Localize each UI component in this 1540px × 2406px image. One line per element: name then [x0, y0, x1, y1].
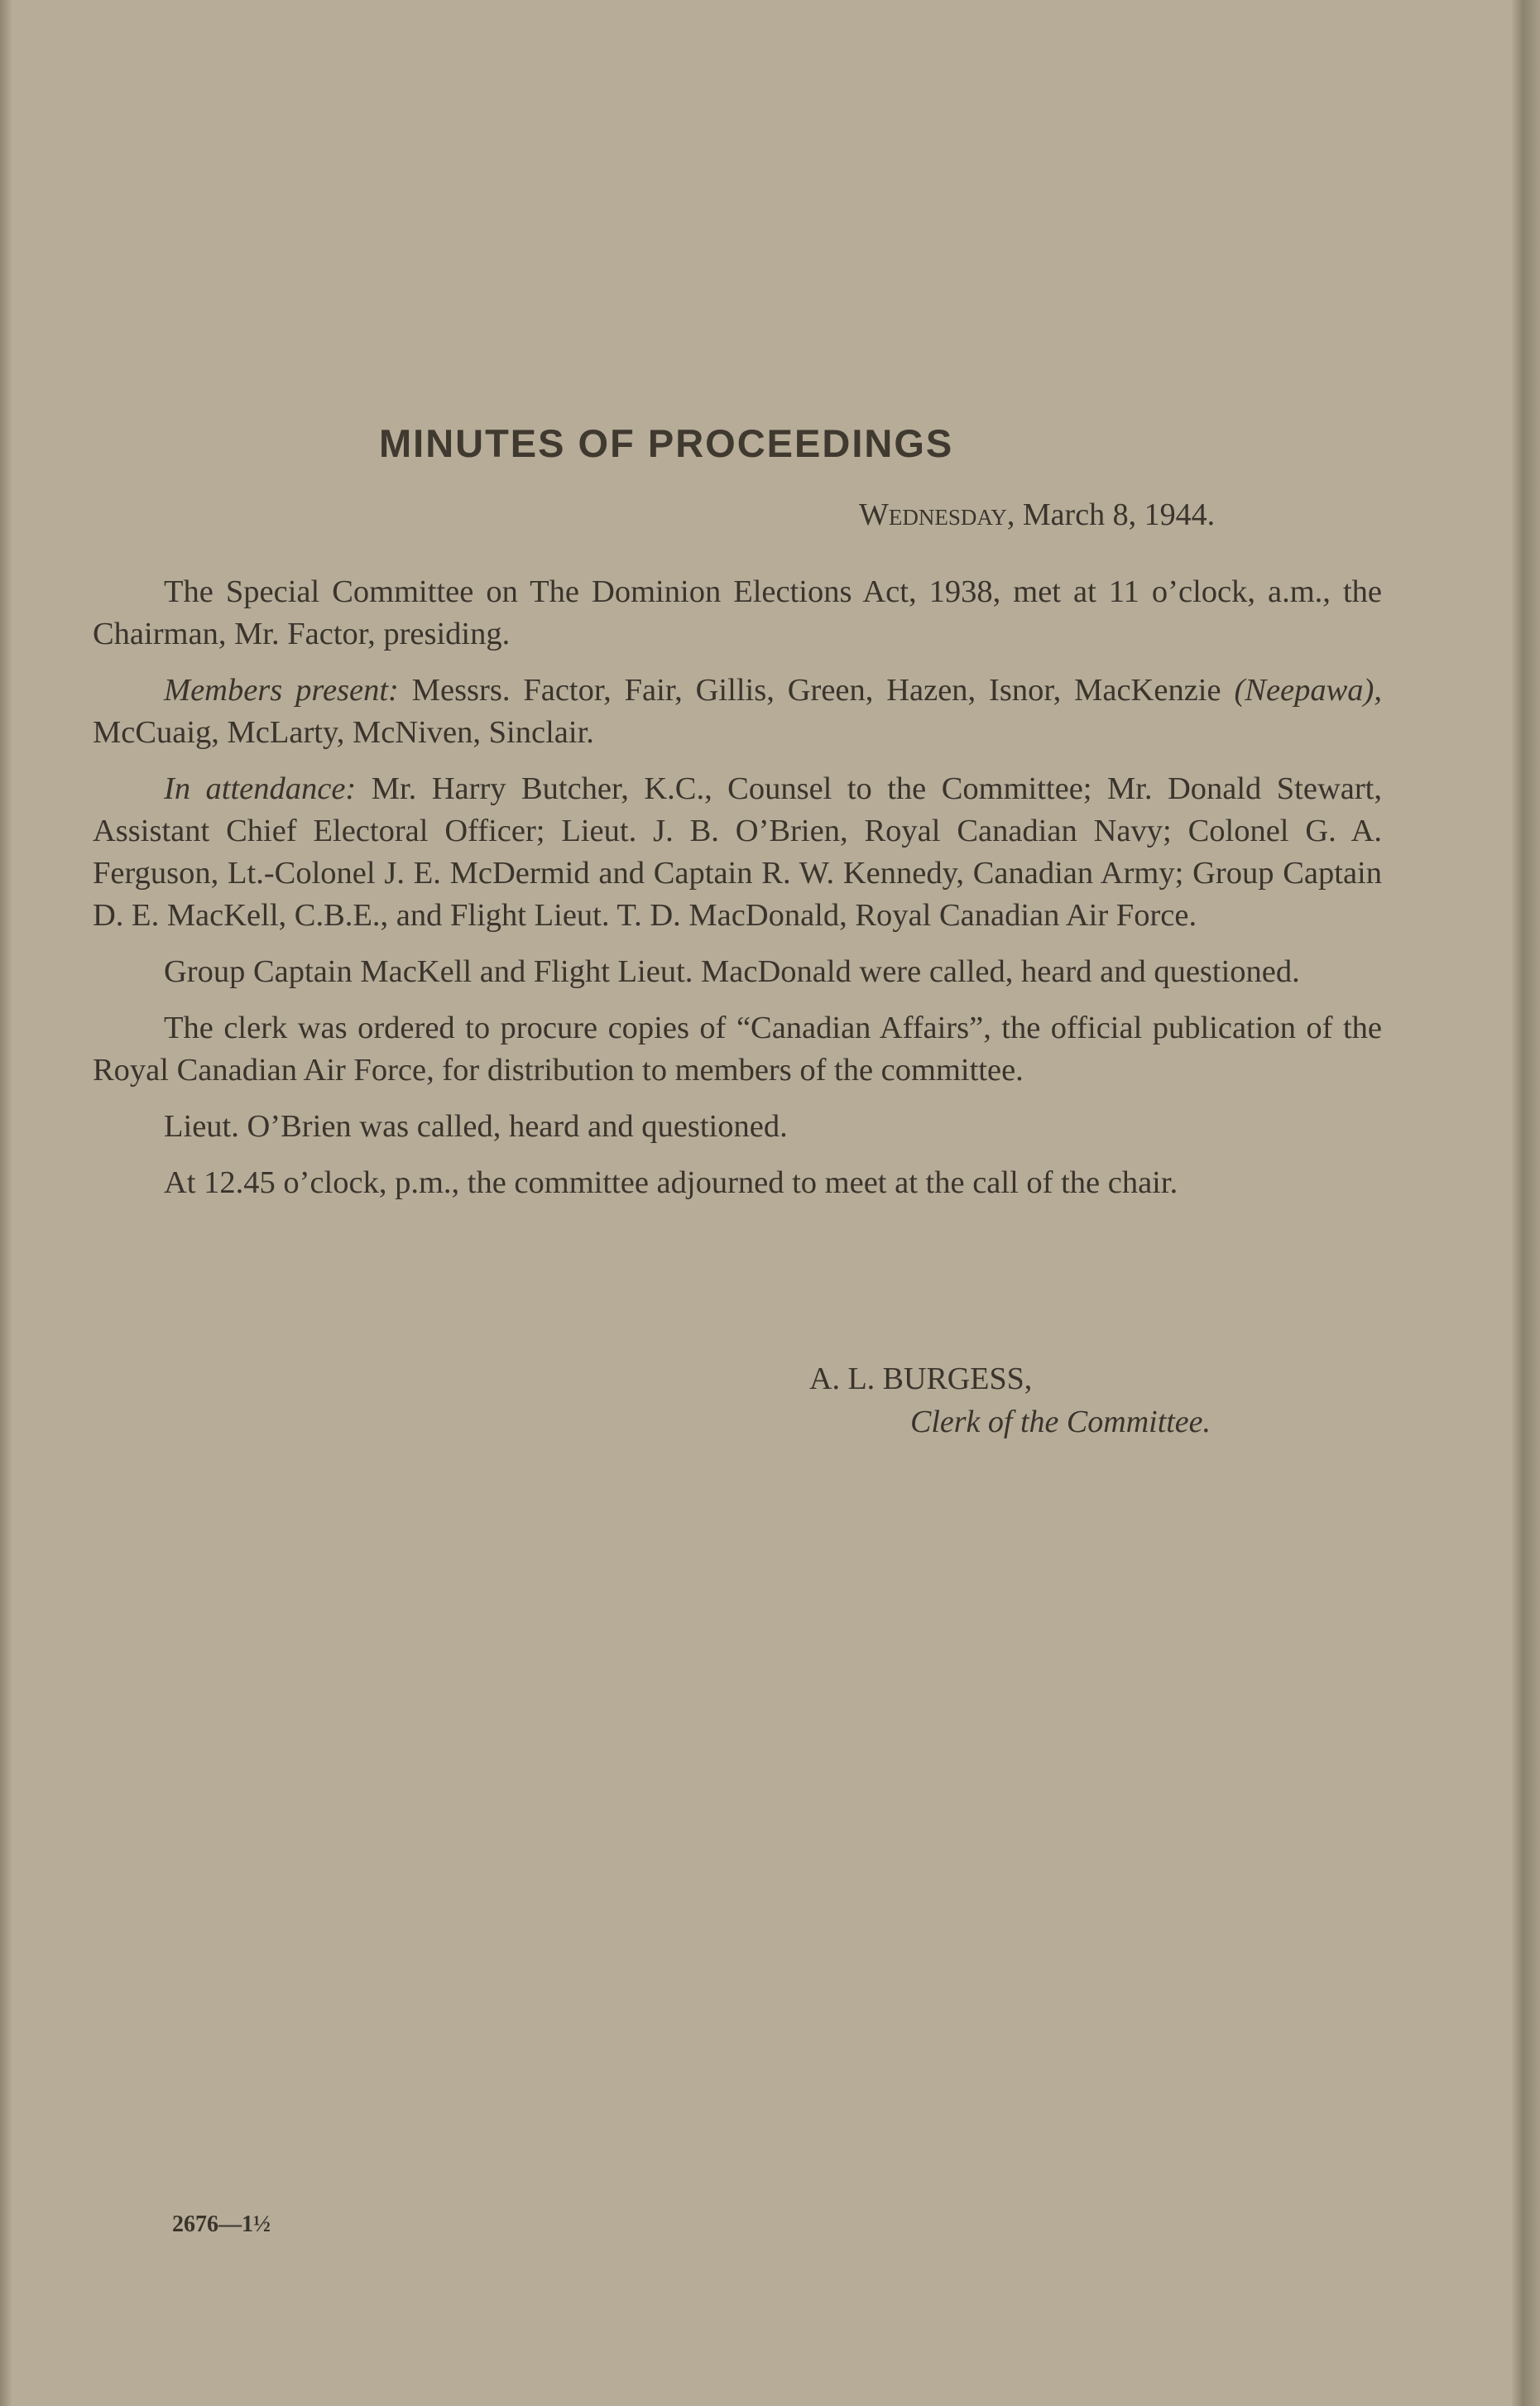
signature-name: A. L. BURGESS,	[809, 1361, 1033, 1396]
members-present-label: Members present:	[164, 673, 399, 708]
signature-role: Clerk of the Committee.	[910, 1405, 1211, 1439]
page-edge-right	[1512, 0, 1540, 2406]
members-list-italic: (Neepawa),	[1234, 673, 1382, 708]
paragraph-clerk-ordered: The clerk was ordered to procure copies of “Canadian Affairs”, the official publication of the Royal Canadian Air Force, for distribution to members of the committee.	[93, 1011, 1382, 1088]
members-list-b: McCuaig, McLarty, McNiven, Sinclair.	[93, 715, 594, 750]
in-attendance-list: Mr. Harry Butcher, K.C., Counsel to the Committee; Mr. Donald Stewart, Assistant Chief Electoral Officer; Lieut. J. B. O’Brien, Royal Canadian Navy; Colonel G. A. Ferguson, Lt.-Colonel J. E. McDermid and Captain R. W. Kennedy, Canadian Army; Group Captain D. E. MacKell, C.B.E., and Flight Lieut. T. D. MacDonald, Royal Canadian Air Force.	[93, 771, 1382, 933]
signature-block	[809, 1357, 1211, 1443]
page-edge-left	[0, 0, 12, 2406]
paragraph-in-attendance	[93, 768, 1382, 937]
print-signature-code: 2676—1½	[172, 2212, 271, 2237]
page-title: MINUTES OF PROCEEDINGS	[379, 421, 954, 465]
paragraph-witnesses-called: Group Captain MacKell and Flight Lieut. MacDonald were called, heard and questioned.	[164, 954, 1300, 989]
in-attendance-label: In attendance:	[164, 771, 357, 806]
paragraph-members-present	[93, 670, 1382, 754]
minutes-body	[93, 571, 1382, 1218]
paragraph-obrien-called: Lieut. O’Brien was called, heard and questioned.	[164, 1109, 788, 1144]
meeting-weekday: Wednesday,	[859, 497, 1015, 532]
paragraph-adjourned: At 12.45 o’clock, p.m., the committee adjourned to meet at the call of the chair.	[164, 1165, 1178, 1200]
paragraph-meeting-opened: The Special Committee on The Dominion Elections Act, 1938, met at 11 o’clock, a.m., the Chairman, Mr. Factor, presiding.	[93, 574, 1382, 651]
meeting-date-text: March 8, 1944.	[1015, 497, 1216, 532]
members-list-a: Messrs. Factor, Fair, Gillis, Green, Hazen, Isnor, MacKenzie	[398, 673, 1235, 708]
meeting-date	[859, 497, 1215, 533]
